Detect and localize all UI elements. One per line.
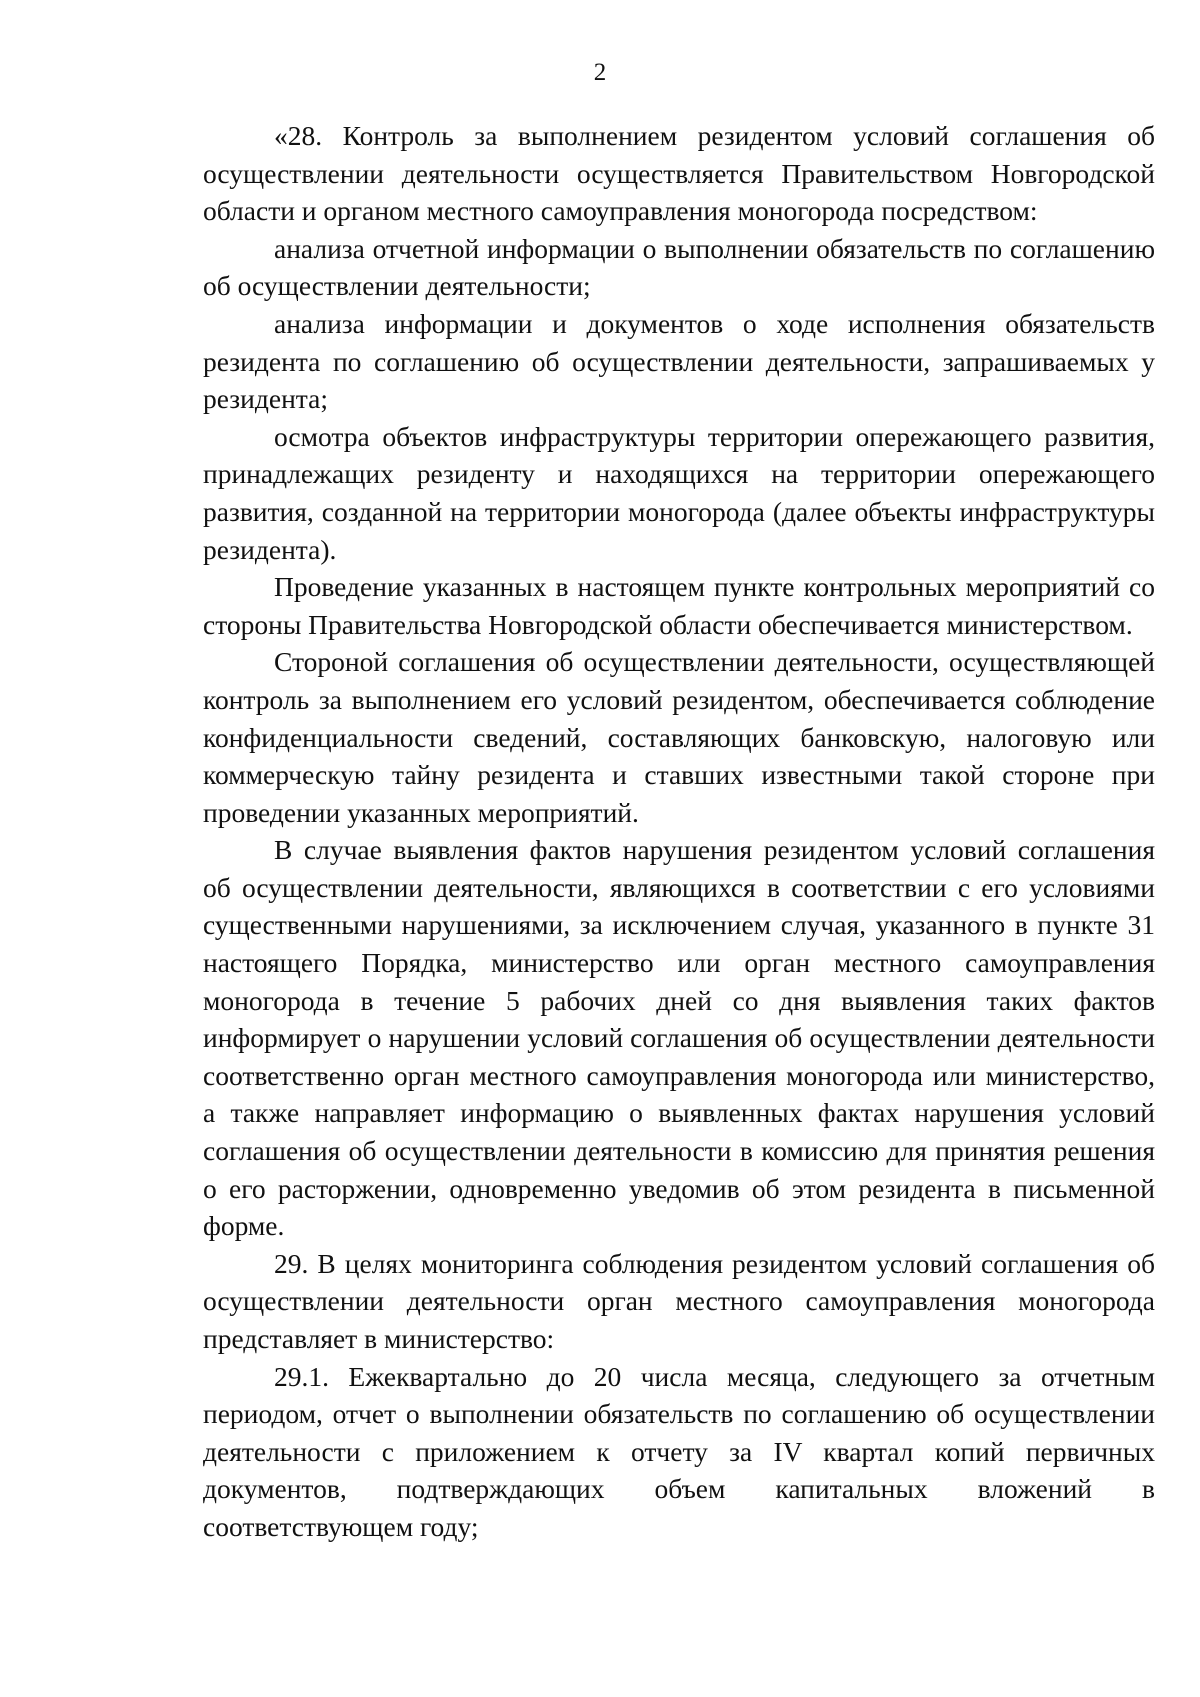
paragraph-28-violations: В случае выявления фактов нарушения резидентом условий соглашения об осуществлении деятельности, являющихся в соответствии с его условиями существенными нарушениями, за исключением случая, указанного в пункте 31 настоящего Порядка, министерство или орган местного самоуправления моногорода в течение 5 рабочих дней со дня выявления таких фактов информирует о нарушении условий соглашения об осуществлении деятельности соответственно орган местного самоуправления моногорода или министерство, а также направляет информацию о выявленных фактах нарушения условий соглашения об осуществлении деятельности в комиссию для принятия решения о его расторжении, одновременно уведомив об этом резидента в письменной форме. <box>203 834 1155 1242</box>
paragraph-28-intro: «28. Контроль за выполнением резидентом условий соглашения об осуществлении деятельности осуществляется Правительством Новгородской области и органом местного самоуправления моногорода посредством: <box>203 120 1155 227</box>
paragraph-28-item-document-analysis: анализа информации и документов о ходе исполнения обязательств резидента по соглашению об осуществлении деятельности, запрашиваемых у резидента; <box>203 307 1155 415</box>
paragraph-28-item-report-analysis: анализа отчетной информации о выполнении обязательств по соглашению об осуществлении деятельности; <box>203 232 1155 302</box>
page-number: 2 <box>593 59 607 86</box>
paragraph-29-1: 29.1. Ежеквартально до 20 числа месяца, следующего за отчетным периодом, отчет о выполнении обязательств по соглашению об осуществлении деятельности с приложением к отчету за IV квартал копий первичных документов, подтверждающих объем капитальных вложений в соответствующем году; <box>203 1360 1155 1542</box>
paragraph-28-item-inspection: осмотра объектов инфраструктуры территории опережающего развития, принадлежащих резиденту и находящихся на территории опережающего развития, созданной на территории моногорода (далее объекты инфраструктуры резидента). <box>203 420 1155 565</box>
paragraph-28-control-provision: Проведение указанных в настоящем пункте контрольных мероприятий со стороны Правительства Новгородской области обеспечивается министерством. <box>203 571 1155 640</box>
paragraph-29-intro: 29. В целях мониторинга соблюдения резидентом условий соглашения об осуществлении деятельности орган местного самоуправления моногорода представляет в министерство: <box>203 1247 1155 1354</box>
document-body <box>203 117 1155 1546</box>
paragraph-28-confidentiality: Стороной соглашения об осуществлении деятельности, осуществляющей контроль за выполнением его условий резидентом, обеспечивается соблюдение конфиденциальности сведений, составляющих банковскую, налоговую или коммерческую тайну резидента и ставших известными такой стороне при проведении указанных мероприятий. <box>203 646 1155 828</box>
